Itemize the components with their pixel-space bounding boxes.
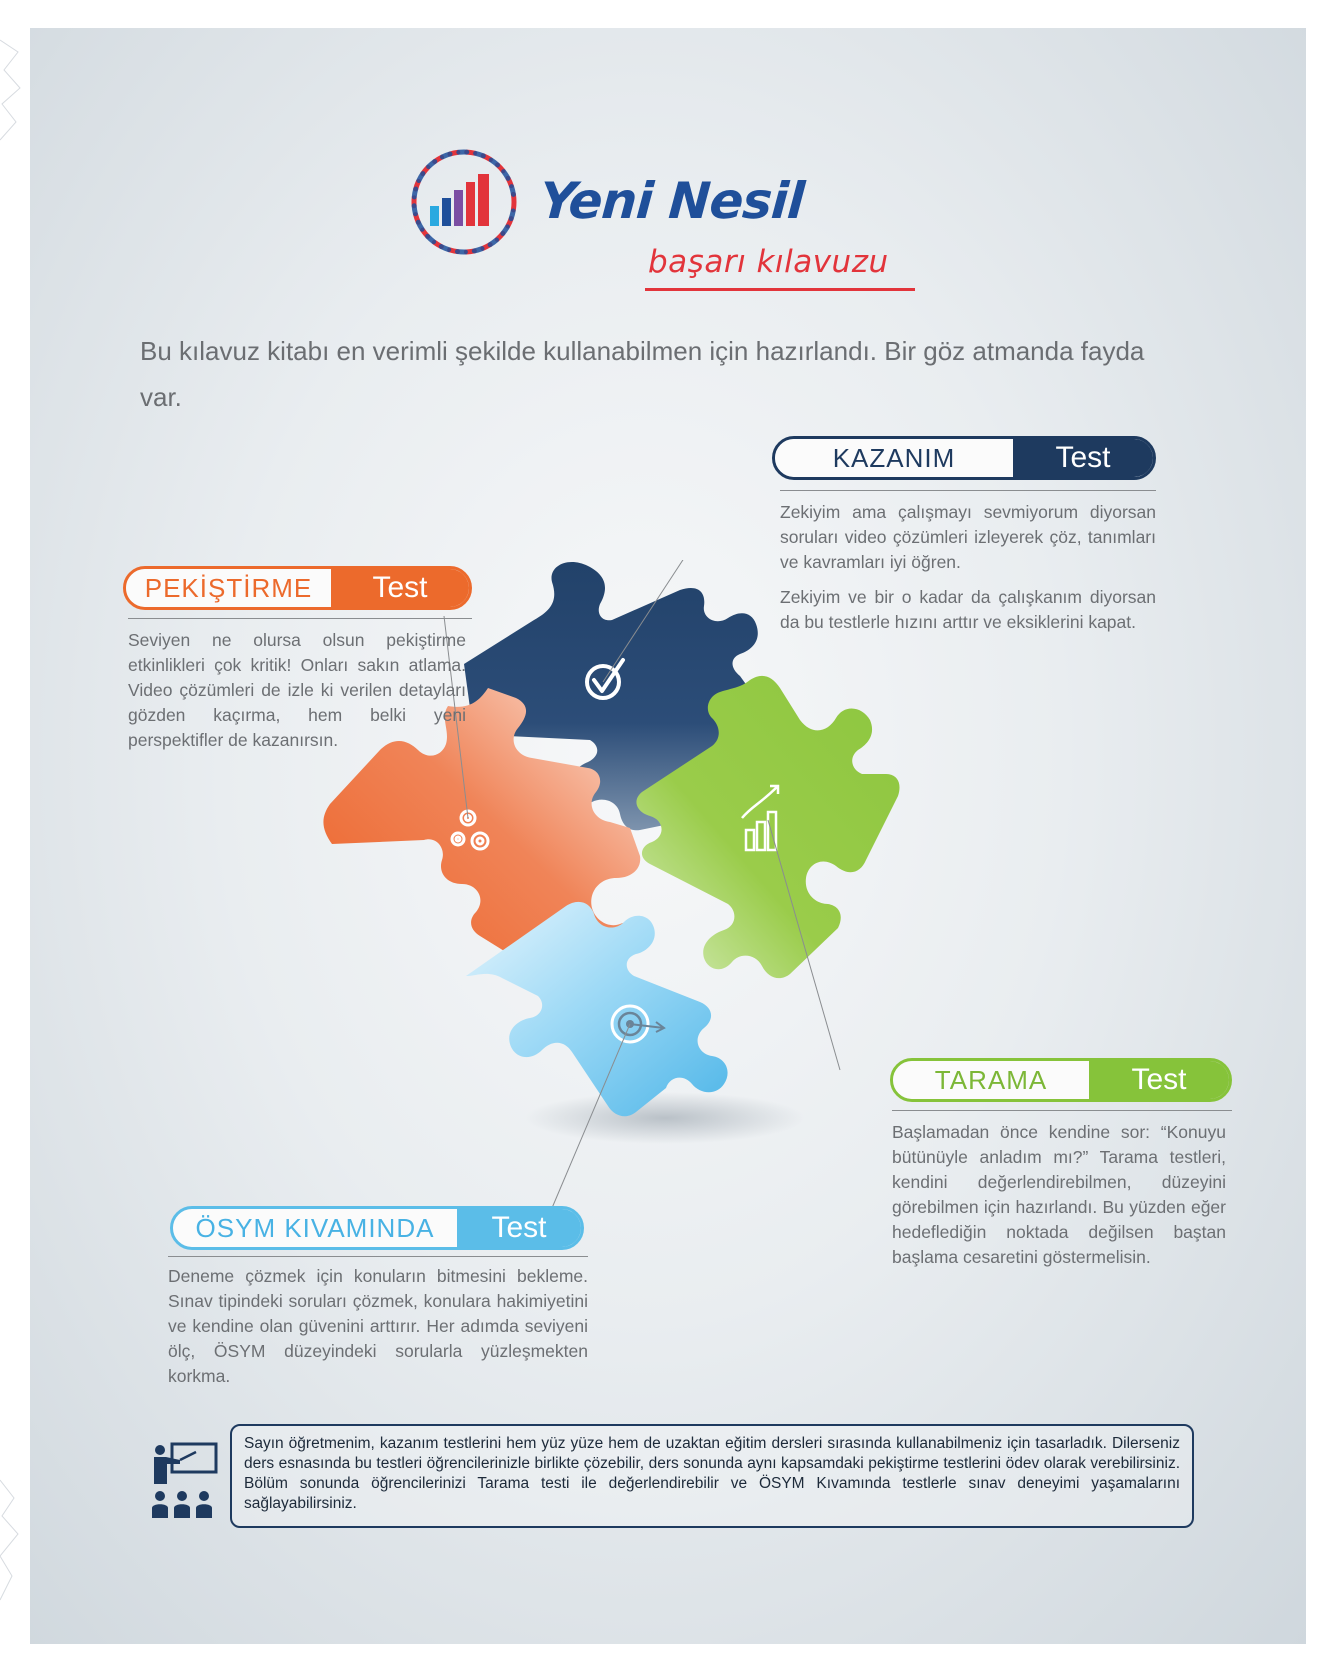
teacher-note-box (230, 1424, 1194, 1528)
osym-description: Deneme çözmek için konuların bitmesini bekleme. Sınav tipindeki soruları çözmek, konulara hakimiyetini ve kendine olan güvenini arttırır. Her adımda seviyeni ölç, ÖSYM düzeyindeki sorularla yüzleşmekten korkma. (168, 1266, 588, 1386)
tarama-label-test: Test (1089, 1061, 1229, 1099)
tarama-test-label (890, 1058, 1232, 1102)
kazanim-paragraph-2: Zekiyim ve bir o kadar da çalışkanım diyorsan da bu testlerle hızını arttır ve eksiklerini kapat. (780, 587, 1156, 632)
pekistirme-rule (128, 618, 472, 619)
kazanim-label-test: Test (1013, 439, 1153, 477)
left-edge-decoration (0, 0, 30, 1672)
kazanim-label-name: KAZANIM (775, 439, 1013, 477)
kazanim-paragraph-1: Zekiyim ama çalışmayı sevmiyorum diyorsan soruları video çözümleri izleyerek çöz, tanımları ve kavramları iyi öğren. (780, 502, 1156, 572)
pekistirme-label-test: Test (331, 569, 469, 607)
osym-label-test: Test (457, 1209, 581, 1247)
pekistirme-label-name: PEKİŞTİRME (126, 569, 331, 607)
kazanim-test-label (772, 436, 1156, 480)
kazanim-rule (780, 490, 1156, 491)
tarama-rule (892, 1110, 1232, 1111)
osym-test-label (170, 1206, 584, 1250)
teacher-classroom-icon (150, 1440, 226, 1520)
osym-rule (168, 1256, 588, 1257)
teacher-note-text: Sayın öğretmenim, kazanım testlerini hem yüz yüze hem de uzaktan eğitim dersleri sırasında kullanabilmeniz için tasarladık. Dilerseniz ders esnasında bu testleri öğrencilerinizle birlikte çözebilir, ders sonunda aynı kapsamdaki pekiştirme testlerini ödev olarak verebilirsiniz. Bölüm sonunda öğrencilerinizi Tarama testi ile değerlendirebilir ve ÖSYM Kıvamında testlerle sınav deneyimi yaşamalarını sağlayabilirsiniz. (244, 1435, 1180, 1512)
intro-text: Bu kılavuz kitabı en verimli şekilde kullanabilmen için hazırlandı. Bir göz atmanda fayda var. (140, 336, 1145, 412)
logo-title: Yeni Nesil (537, 172, 806, 230)
pekistirme-test-label (123, 566, 472, 610)
tarama-label-name: TARAMA (893, 1061, 1089, 1099)
tarama-description: Başlamadan önce kendine sor: “Konuyu bütünüyle anladım mı?” Tarama testleri, kendini değerlendirebilmen, düzeyini görebilmen için hazırlandı. Bu yüzden eğer hedeflediğin noktada değilsen baştan başlama cesaretini göstermelisin. (892, 1122, 1226, 1267)
logo-underline (645, 288, 915, 291)
pekistirme-description: Seviyen ne olursa olsun pekiştirme etkinlikleri çok kritik! Onları sakın atlama. Video çözümleri de izle ki verilen detayları gözden kaçırma, hem belki yeni perspektifler de kazanırsın. (128, 630, 466, 750)
osym-label-name: ÖSYM KIVAMINDA (173, 1209, 457, 1247)
kazanim-description (780, 500, 1156, 635)
logo-subtitle: başarı kılavuzu (648, 244, 889, 280)
bar-chart-logo-icon (404, 142, 524, 262)
